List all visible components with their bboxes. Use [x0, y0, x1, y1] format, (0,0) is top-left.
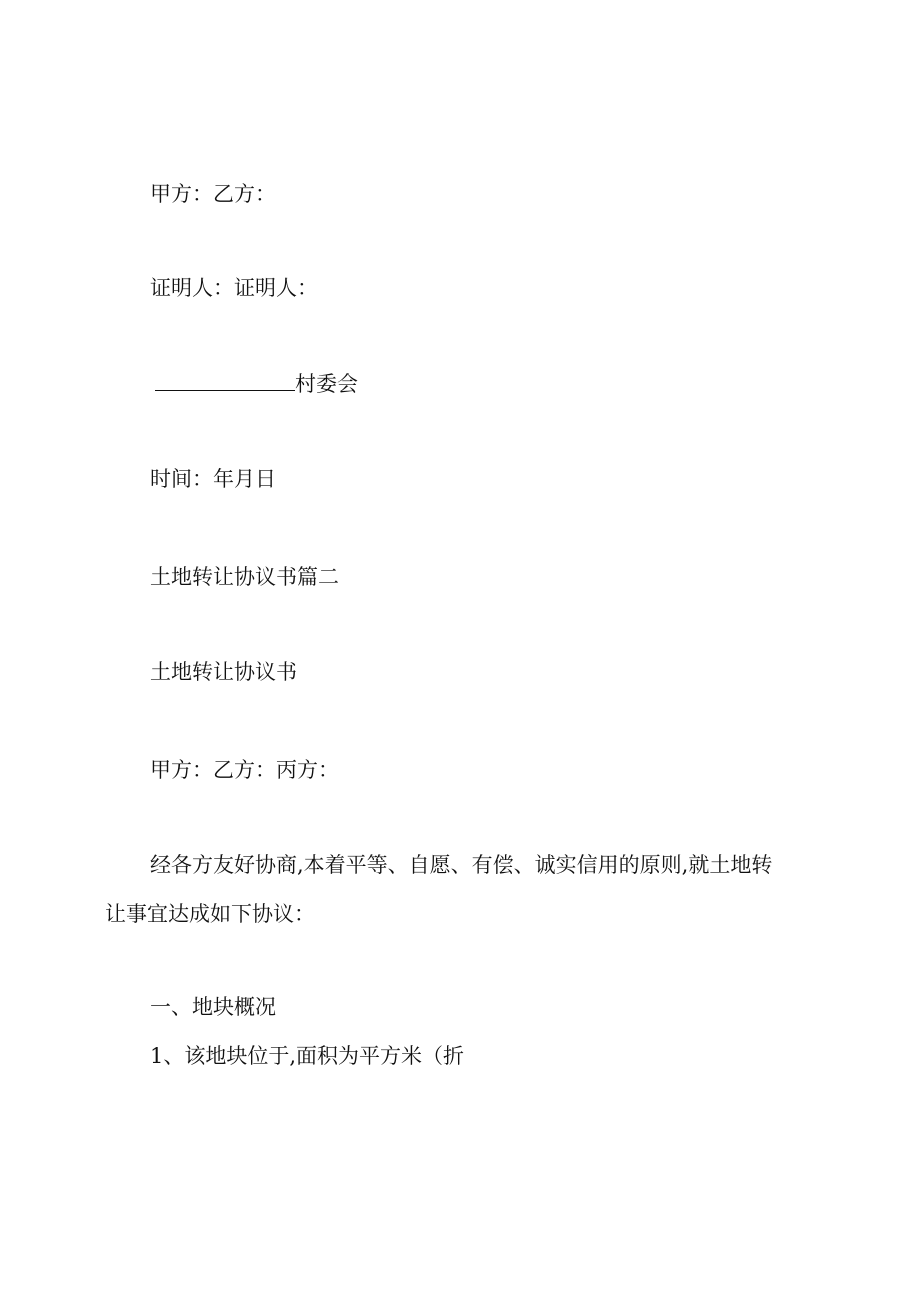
party-abc-line: 甲方：乙方：丙方：: [150, 758, 339, 782]
doc-title: 土地转让协议书: [150, 660, 297, 684]
preamble-line-1: 经各方友好协商,本着平等、自愿、有偿、诚实信用的原则,就土地转: [150, 853, 773, 877]
village-committee-line: [155, 370, 358, 398]
section-title: 土地转让协议书篇二: [150, 565, 339, 589]
heading-1: 一、地块概况: [150, 995, 276, 1019]
witnesses-line: 证明人：证明人：: [150, 276, 318, 300]
party-ab-line: 甲方：乙方：: [150, 182, 276, 206]
date-line: 时间：年月日: [150, 467, 276, 491]
item-1: 1、该地块位于,面积为平方米（折: [150, 1044, 465, 1068]
preamble-line-2: 让事宜达成如下协议：: [105, 902, 315, 926]
village-committee-label: 村委会: [295, 372, 358, 396]
blank-underline: [155, 372, 295, 391]
